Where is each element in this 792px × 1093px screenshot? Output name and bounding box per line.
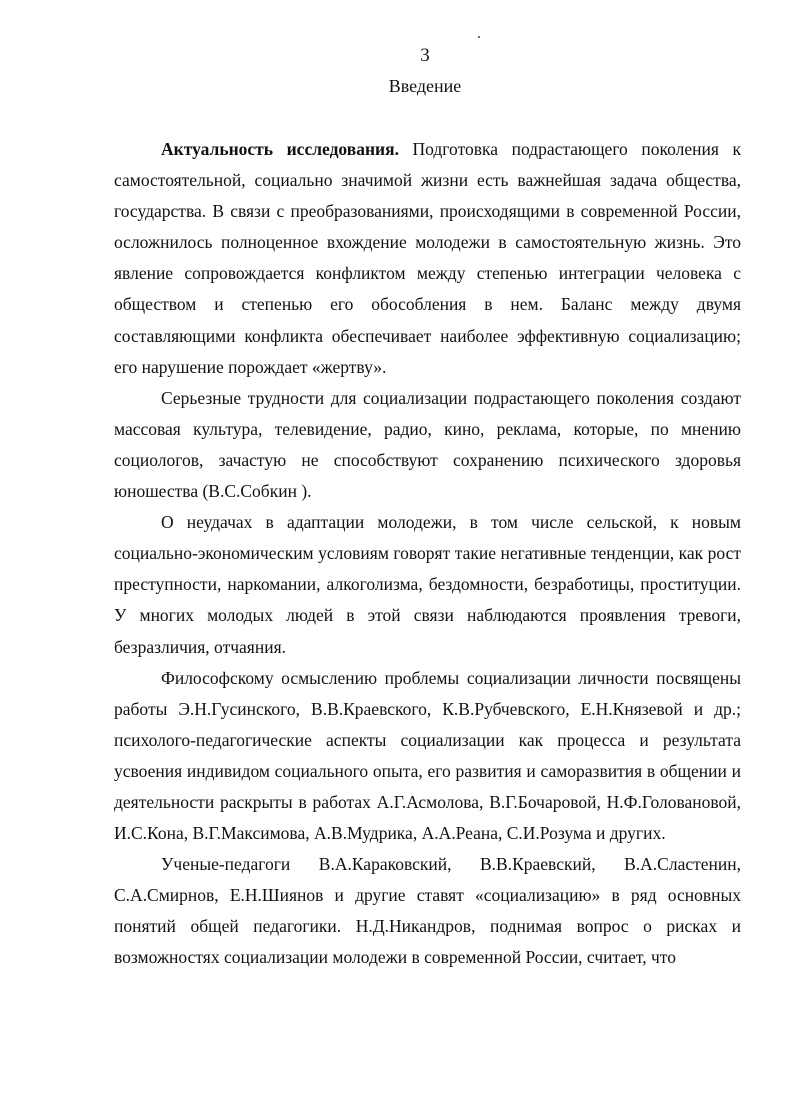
- paragraph-lead-heading: Актуальность исследования.: [161, 139, 399, 159]
- page-title: Введение: [388, 76, 462, 96]
- paragraph-mass-culture: Серьезные трудности для социализации подрастающего поколения создают массовая культура, телевидение, радио, кино, реклама, которые, по мнению социологов, зачастую не способствуют сохранению психического здоровья юношества (В.С.Собкин ).: [114, 387, 741, 502]
- paragraph-philosophy: Философскому осмыслению проблемы социализации личности посвящены работы Э.Н.Гусинского, В.В.Краевского, К.В.Рубчевского, Е.Н.Князевой и др.; психолого-педагогические аспекты социализации как процесса и результата усвоения индивидом социального опыта, его развития и саморазвития в общении и деятельности раскрыты в работах А.Г.Асмолова, В.Г.Бочаровой, Н.Ф.Головановой, И.С.Кона, В.Г.Максимова, А.В.Мудрика, А.А.Реана, С.И.Розума и других.: [114, 667, 741, 844]
- paragraph-text: Подготовка подрастающего поколения к самостоятельной, социально значимой жизни есть важнейшая задача общества, государства. В связи с преобразованиями, происходящими в современной России, осложнилось полноценное вхождение молодежи в самостоятельную жизнь. Это явление сопровождается конфликтом между степенью интеграции человека с обществом и степенью его обособления в нем. Баланс между двумя составляющими конфликта обеспечивает наиболее эффективную социализацию; его нарушение порождает «жертву».: [114, 139, 741, 377]
- paragraph-relevance: [114, 134, 741, 383]
- page-number: 3: [420, 45, 430, 66]
- scan-speck: [478, 36, 480, 38]
- paragraph-adaptation: О неудачах в адаптации молодежи, в том числе сельской, к новым социально-экономическим условиям говорят такие негативные тенденции, как рост преступности, наркомании, алкоголизма, бездомности, безработицы, проституции. У многих молодых людей в этой связи наблюдаются проявления тревоги, безразличия, отчаяния.: [114, 512, 741, 657]
- body-text: [114, 134, 741, 974]
- paragraph-pedagogues: Ученые-педагоги В.А.Караковский, В.В.Краевский, В.А.Сластенин, С.А.Смирнов, Е.Н.Шиянов и другие ставят «социализацию» в ряд основных понятий общей педагогики. Н.Д.Никандров, поднимая вопрос о рисках и возможностях социализации молодежи в современной России, считает, что: [114, 854, 741, 968]
